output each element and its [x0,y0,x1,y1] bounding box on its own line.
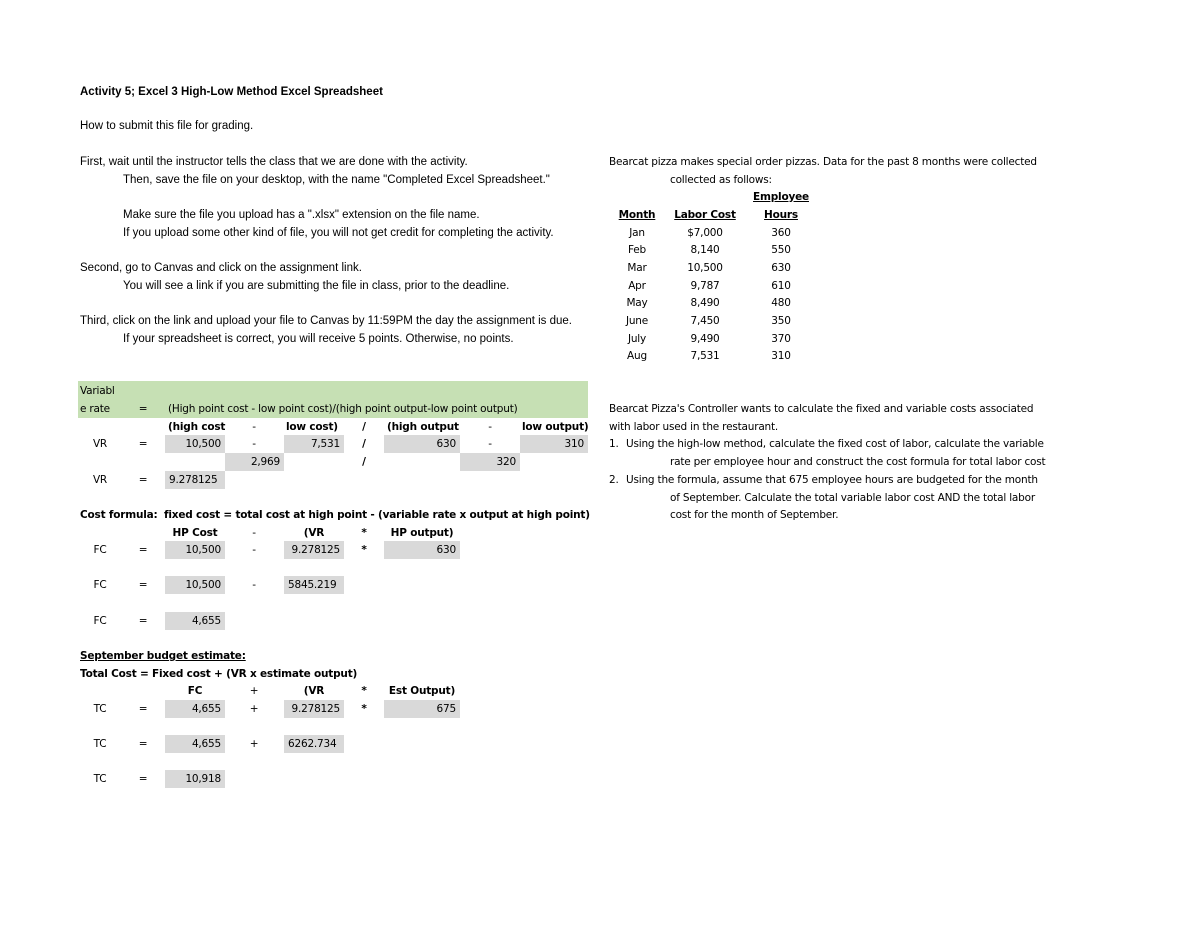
variable-rate-formula: (High point cost - low point cost)/(high point output-low point output) [168,403,518,415]
hours-cell: 550 [771,244,791,256]
question-2-line-1: Using the formula, assume that 675 employee hours are budgeted for the month [626,474,1038,486]
question-2-number: 2. [609,474,619,486]
instruction-second: Second, go to Canvas and click on the assignment link. [80,262,362,274]
header-employee: Employee [753,191,809,203]
header-times: * [361,527,367,539]
header-plus: + [249,685,259,697]
header-hp-output: HP output) [390,527,454,539]
cost-formula-text: fixed cost = total cost at high point - (variable rate x output at high point) [164,509,590,521]
hours-cell: 480 [771,297,791,309]
header-minus: - [252,421,256,433]
variable-rate-label-2: e rate [80,403,110,415]
month-cell: Aug [627,350,647,362]
month-cell: Apr [628,280,646,292]
variable-rate-result-cell[interactable]: 9.278125 [165,471,225,489]
fc-label: FC [93,544,107,556]
total-cost-formula: Total Cost = Fixed cost + (VR x estimate output) [80,668,358,680]
labor-cost-cell: 7,450 [690,315,720,327]
header-minus: - [488,421,492,433]
divide-sign: / [362,438,366,450]
equals-sign: = [138,544,148,556]
equals-sign: = [138,615,148,627]
question-1-line-1: Using the high-low method, calculate the fixed cost of labor, calculate the variable [626,438,1044,450]
vr-cell[interactable]: 9.278125 [284,541,344,559]
header-high-output: (high output [387,421,459,433]
equals-sign: = [138,738,148,750]
output-difference-cell[interactable]: 320 [460,453,520,471]
est-output-cell[interactable]: 675 [384,700,460,718]
header-hp-cost: HP Cost [172,527,218,539]
instructions-heading: How to submit this file for grading. [80,120,254,132]
fc-cell[interactable]: 4,655 [165,735,225,753]
header-vr: (VR [303,527,325,539]
header-low-output: low output) [522,421,589,433]
fc-cell[interactable]: 4,655 [165,700,225,718]
labor-cost-cell: 9,787 [690,280,720,292]
minus-sign: - [252,579,256,591]
high-output-cell[interactable]: 630 [384,435,460,453]
question-intro-1: Bearcat Pizza's Controller wants to calculate the fixed and variable costs associated [609,403,1034,415]
header-low-cost: low cost) [286,421,338,433]
times-sign: * [361,703,367,715]
low-cost-cell[interactable]: 7,531 [284,435,344,453]
cost-formula-label: Cost formula: [80,509,158,521]
cost-difference-cell[interactable]: 2,969 [225,453,284,471]
hours-cell: 310 [771,350,791,362]
tc-label: TC [93,773,107,785]
variable-cost-cell[interactable]: 5845.219 [284,576,344,594]
hours-cell: 370 [771,333,791,345]
month-cell: Jan [629,227,645,239]
header-hours: Hours [764,209,798,221]
instruction-third: Third, click on the link and upload your file to Canvas by 11:59PM the day the assignment is due. [80,315,573,327]
equals-sign: = [138,579,148,591]
hours-cell: 360 [771,227,791,239]
fixed-cost-result-cell[interactable]: 4,655 [165,612,225,630]
plus-sign: + [249,703,259,715]
hours-cell: 350 [771,315,791,327]
month-cell: May [626,297,648,309]
month-cell: June [625,315,649,327]
month-cell: Mar [627,262,647,274]
labor-cost-cell: 8,140 [690,244,720,256]
hours-cell: 630 [771,262,791,274]
question-1-line-2: rate per employee hour and construct the cost formula for total labor cost [670,456,1046,468]
plus-sign: + [249,738,259,750]
labor-cost-cell: 10,500 [687,262,723,274]
question-intro-2: with labor used in the restaurant. [609,421,779,433]
fc-label: FC [93,615,107,627]
instruction-first-b: Make sure the file you upload has a ".xlsx" extension on the file name. [123,209,480,221]
equals-sign: = [138,403,148,415]
hp-cost-cell[interactable]: 10,500 [165,576,225,594]
header-month: Month [618,209,656,221]
total-cost-result-cell[interactable]: 10,918 [165,770,225,788]
minus-sign: - [252,544,256,556]
labor-cost-cell: 7,531 [690,350,720,362]
september-budget-heading: September budget estimate: [80,650,246,662]
low-output-cell[interactable]: 310 [520,435,588,453]
equals-sign: = [138,474,148,486]
instruction-first: First, wait until the instructor tells the class that we are done with the activity. [80,156,468,168]
tc-label: TC [93,703,107,715]
header-minus: - [252,527,256,539]
equals-sign: = [138,703,148,715]
hp-output-cell[interactable]: 630 [384,541,460,559]
question-1-number: 1. [609,438,619,450]
hp-cost-cell[interactable]: 10,500 [165,541,225,559]
fc-label: FC [93,579,107,591]
equals-sign: = [138,438,148,450]
times-sign: * [361,544,367,556]
instruction-first-c: If you upload some other kind of file, you will not get credit for completing the activity. [123,227,554,239]
header-divide: / [362,421,366,433]
variable-cost-cell[interactable]: 6262.734 [284,735,344,753]
header-times: * [361,685,367,697]
instruction-third-a: If your spreadsheet is correct, you will receive 5 points. Otherwise, no points. [123,333,514,345]
header-high-cost: (high cost [168,421,226,433]
header-labor-cost: Labor Cost [674,209,736,221]
question-2-line-3: cost for the month of September. [670,509,839,521]
minus-sign: - [488,438,492,450]
high-cost-cell[interactable]: 10,500 [165,435,225,453]
divide-sign: / [362,456,366,468]
minus-sign: - [252,438,256,450]
instruction-second-a: You will see a link if you are submitting the file in class, prior to the deadline. [123,280,510,292]
header-vr: (VR [303,685,325,697]
header-fc: FC [187,685,203,697]
page-title: Activity 5; Excel 3 High-Low Method Excel Spreadsheet [80,86,383,98]
instruction-first-a: Then, save the file on your desktop, with the name "Completed Excel Spreadsheet." [123,174,550,186]
month-cell: Feb [628,244,646,256]
equals-sign: = [138,773,148,785]
labor-cost-cell: $7,000 [687,227,723,239]
labor-cost-cell: 9,490 [690,333,720,345]
vr-label: VR [92,438,108,450]
labor-cost-cell: 8,490 [690,297,720,309]
tc-label: TC [93,738,107,750]
problem-intro-2: collected as follows: [670,174,772,186]
question-2-line-2: of September. Calculate the total variable labor cost AND the total labor [670,492,1035,504]
header-est-output: Est Output) [388,685,456,697]
hours-cell: 610 [771,280,791,292]
variable-rate-label-1: Variabl [80,385,115,397]
problem-intro-1: Bearcat pizza makes special order pizzas. Data for the past 8 months were collected [609,156,1037,168]
vr-label: VR [92,474,108,486]
month-cell: July [627,333,647,345]
vr-cell[interactable]: 9.278125 [284,700,344,718]
